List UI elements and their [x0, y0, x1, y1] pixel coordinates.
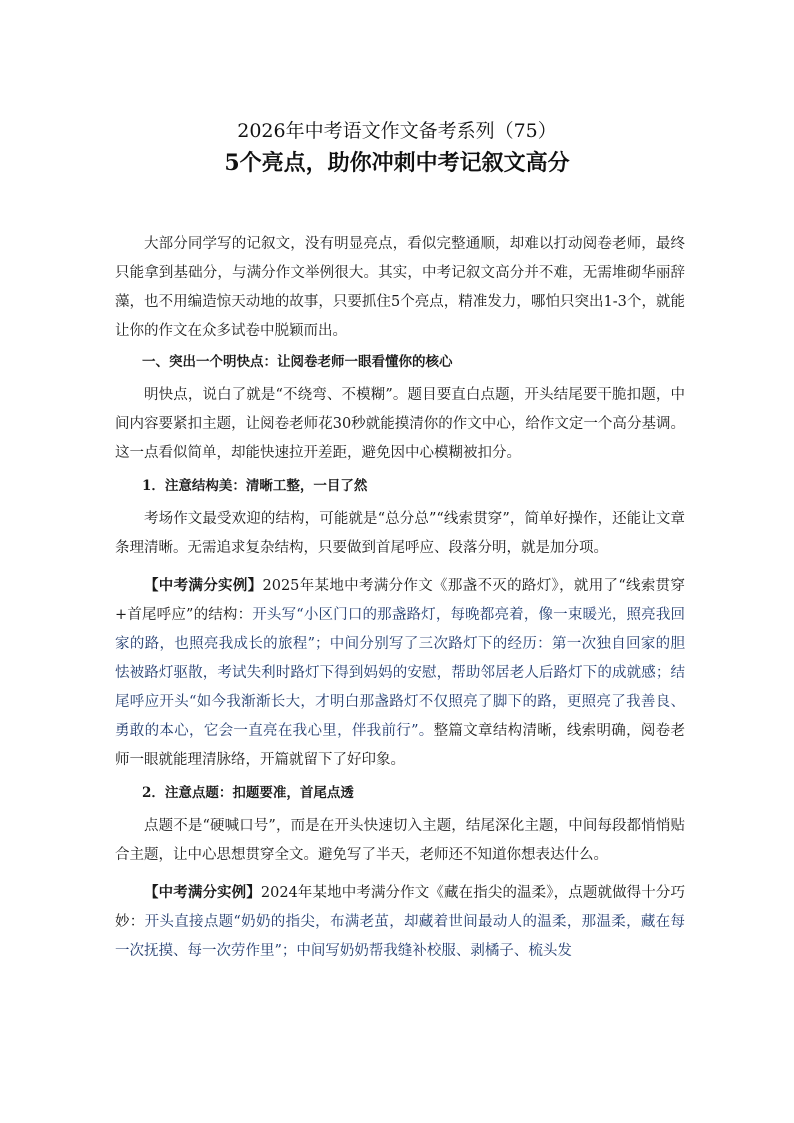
- subheading-1: 1．注意结构美：清晰工整，一目了然: [142, 478, 368, 494]
- example-paragraph-2: [115, 878, 685, 966]
- example-tag: 【中考满分实例】: [144, 577, 263, 594]
- paragraph-2: 考场作文最受欢迎的结构，可能就是“总分总”“线索贯穿”，简单好操作，还能让文章条理清晰。无需追求复杂结构，只要做到首尾呼应、段落分明，就是加分项。: [115, 511, 685, 556]
- example-quote: 开头写“小区门口的那盏路灯，每晚都亮着，像一束暖光，照亮我回家的路，也照亮我成长的旅程”；中间分别写了三次路灯下的经历：第一次独自回家的胆怯被路灯驱散，考试失利时路灯下得到妈妈的安慰，帮助邻居老人后路灯下的成就感；结尾呼应开头“如今我渐渐长大，才明白那盏路灯不仅照亮了脚下的路，更照亮了我善良、勇敢的本心，它会一直亮在我心里，伴我前行”。: [115, 607, 685, 739]
- document-body: [115, 230, 685, 966]
- example-text: 2024年某地中考满分作文《藏在指尖的温柔》，点题就做得十分巧妙：: [115, 885, 686, 930]
- document-title: 2026年中考语文作文备考系列（75）: [237, 120, 557, 142]
- example-tag: 【中考满分实例】: [144, 884, 261, 901]
- example-summary: 整篇文章结构清晰，线索明确，阅卷老师一眼就能理清脉络，开篇就留下了好印象。: [115, 723, 685, 768]
- subheading-2: 2．注意点题：扣题要准，首尾点透: [142, 785, 354, 801]
- paragraph-1: 明快点，说白了就是“不绕弯、不模糊”。题目要直白点题，开头结尾要干脆扣题，中间内容要紧扣主题，让阅卷老师花30秒就能摸清你的作文中心，给作文定一个高分基调。这一点看似简单，却能快速拉开差距，避免因中心模糊被扣分。: [115, 387, 685, 461]
- intro-paragraph: 大部分同学写的记叙文，没有明显亮点，看似完整通顺，却难以打动阅卷老师，最终只能拿到基础分，与满分作文举例很大。其实，中考记叙文高分并不难，无需堆砌华丽辞藻，也不用编造惊天动地的故事，只要抓住5个亮点，精准发力，哪怕只突出1-3个，就能让你的作文在众多试卷中脱颖而出。: [115, 236, 685, 339]
- example-paragraph-1: [115, 571, 685, 775]
- example-text: 2025年某地中考满分作文《那盏不灭的路灯》，就用了“线索贯穿+首尾呼应”的结构：: [115, 578, 685, 623]
- document-subtitle: 5个亮点，助你冲刺中考记叙文高分: [224, 150, 570, 176]
- example-quote: 开头直接点题“奶奶的指尖，布满老茧，却藏着世间最动人的温柔，那温柔，藏在每一次抚摸、每一次劳作里”；中间写奶奶帮我缝补校服、剥橘子、梳头发: [115, 914, 685, 959]
- paragraph-3: 点题不是“硬喊口号”，而是在开头快速切入主题，结尾深化主题，中间每段都悄悄贴合主题，让中心思想贯穿全文。避免写了半天，老师还不知道你想表达什么。: [115, 818, 685, 863]
- section-heading-1: 一、突出一个明快点：让阅卷老师一眼看懂你的核心: [142, 354, 453, 370]
